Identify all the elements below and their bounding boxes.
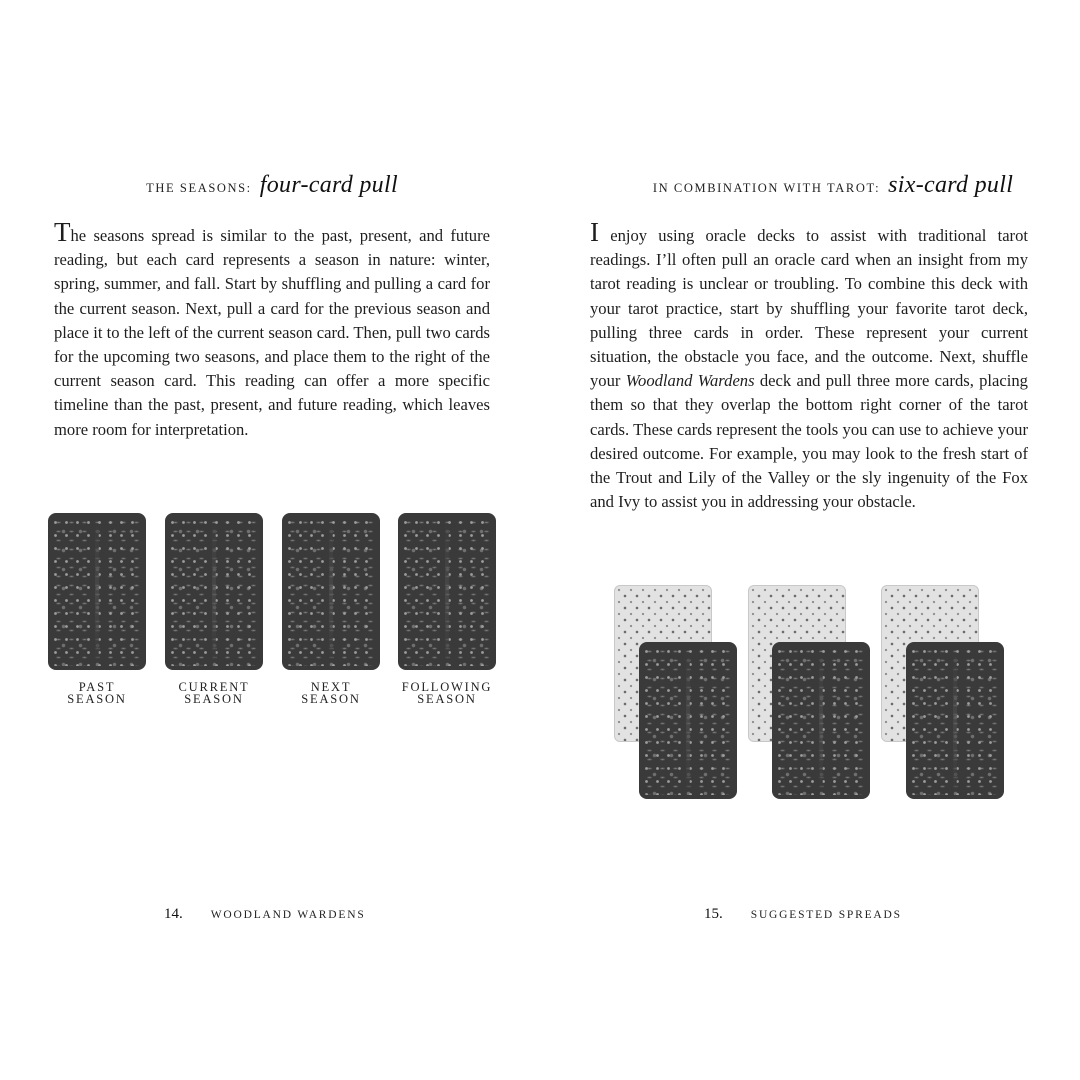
oracle-card-1 [639, 642, 737, 799]
right-heading-prefix: IN COMBINATION WITH TAROT: [652, 181, 881, 195]
label-current-season: CURRENT SEASON [178, 680, 250, 706]
oracle-card-3 [906, 642, 1004, 799]
label-following-season: FOLLOWING SEASON [401, 680, 493, 706]
right-heading-title: six-card pull [888, 172, 1014, 198]
right-footer [704, 906, 902, 923]
right-body-paragraph [590, 217, 1028, 514]
right-body-text-2: deck and pull three more cards, placing them so that they overlap the bottom right corner of the tarot cards. These cards represent the tools you can use to achieve your desired outcome. For example, you may look to the fresh start of the Trout and Lily of the Valley or the sly ingenuity of the Fox and Ivy to assist you in addressing your obstacle. [590, 371, 1028, 512]
right-heading [590, 172, 1076, 206]
left-heading-prefix: THE SEASONS: [146, 181, 252, 195]
left-footer [164, 906, 366, 923]
left-body-paragraph [54, 217, 490, 442]
right-running-title: SUGGESTED SPREADS [750, 909, 902, 921]
left-body-text: he seasons spread is similar to the past, present, and future reading, but each card represents a season in nature: winter, spring, summer, and fall. Start by shuffling and pulling a card for the current season. Next, pull a card for the previous season and place it to the left of the current season card. Then, pull two cards for the upcoming two seasons, and place them to the right of the current season card. This reading can offer a more specific timeline than the past, present, and future reading, which leaves more room for interpretation. [54, 226, 490, 439]
left-heading-title: four-card pull [259, 172, 398, 198]
left-running-title: WOODLAND WARDENS [210, 909, 366, 921]
card-following-season [398, 513, 496, 670]
right-page [540, 0, 1080, 1080]
oracle-card-2 [772, 642, 870, 799]
label-past-season: PAST SEASON [67, 680, 127, 706]
right-page-number: 15. [704, 906, 723, 922]
right-body-text-1: enjoy using oracle decks to assist with traditional tarot readings. I’ll often pull an oracle card when an insight from my tarot reading is unclear or troubling. To combine this deck with your tarot practice, start by shuffling your favorite tarot deck, pulling three cards in order. These represent your current situation, the obstacle you face, and the outcome. Next, shuffle your [590, 226, 1028, 391]
card-past-season [48, 513, 146, 670]
left-drop-cap: T [54, 217, 71, 247]
right-body-italic: Woodland Wardens [625, 371, 755, 391]
left-heading [54, 172, 490, 206]
right-drop-cap: I [590, 217, 599, 247]
card-current-season [165, 513, 263, 670]
left-page-number: 14. [164, 906, 183, 922]
card-next-season [282, 513, 380, 670]
label-next-season: NEXT SEASON [301, 680, 361, 706]
